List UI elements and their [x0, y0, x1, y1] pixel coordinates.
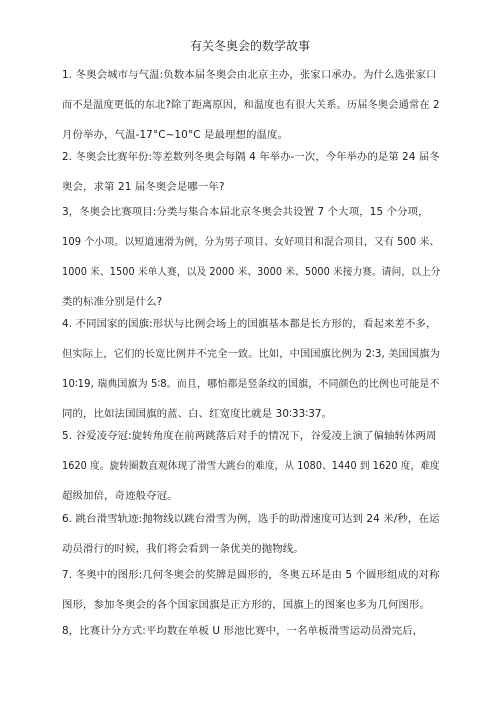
- text-line: 1000 米、1500 米单人赛，以及 2000 米、3000 米、5000 米接力赛。请问，以上分: [62, 266, 441, 278]
- text-line: 6. 跳台滑雪轨迹:抛物线以跳台滑雪为例，选手的助滑速度可达到 24 米/秒，在运: [62, 513, 440, 525]
- text-line: 10∶19, 瑞典国旗为 5∶8。而且，哪怕都是竖条纹的国旗，不同颜色的比例也可能是不: [62, 378, 440, 390]
- paragraph-4: [62, 317, 440, 422]
- text-line: 8，比赛计分方式:平均数在单板 U 形池比赛中，一名单板滑雪运动员滑完后，: [62, 625, 424, 637]
- text-line: 1620 度。旋转圈数直观体现了滑雪大跳台的难度，从 1080、1440 到 1620 度，难度: [62, 460, 440, 472]
- text-line: 但实际上，它们的长宽比例并不完全一致。比如，中国国旗比例为 2∶3, 美国国旗为: [62, 348, 440, 360]
- document-title: 有关冬奥会的数学故事: [189, 39, 310, 53]
- text-line: 类的标准分别是什么?: [62, 296, 163, 308]
- paragraph-6: [62, 512, 440, 557]
- text-line: 5. 谷爱凌夺冠:旋转角度在前两跳落后对手的情况下，谷爱凌上演了偏轴转体两周: [62, 430, 437, 442]
- text-line: 奥会，求第 21 届冬奥会是哪一年?: [62, 181, 225, 193]
- text-line: 4. 不同国家的国旗:形状与比例会场上的国旗基本都是长方形的，看起来差不多，: [62, 318, 437, 330]
- paragraph-3: [62, 205, 440, 310]
- text-line: 超级加倍，奇迹般夺冠。: [62, 490, 178, 502]
- text-line: 同的，比如法国国旗的蓝、白、红宽度比就是 30∶33∶37。: [62, 408, 333, 420]
- text-line: 而不是温度更低的东北?除了距离原因，和温度也有很大关系。历届冬奥会通常在 2: [62, 99, 440, 111]
- paragraph-8: [62, 624, 440, 639]
- text-line: 3，冬奥会比赛项目:分类与集合本届北京冬奥会共设置 7 个大项，15 个分项，: [62, 206, 429, 218]
- text-line: 动员滑行的时候，我们将会看到一条优美的抛物线。: [62, 543, 304, 555]
- text-line: 7. 冬奥中的图形:几何冬奥会的奖牌是圆形的，冬奥五环是由 5 个圆形组成的对称: [62, 569, 440, 581]
- text-line: 图形，参加冬奥会的各个国家国旗是正方形的，国旗上的图案也多为几何图形。: [62, 599, 430, 611]
- text-line: 109 个小项。以短道速滑为例，分为男子项目、女好项目和混合项目，又有 500 米、: [62, 236, 440, 248]
- text-line: 月份举办，气温-17°C~10°C 是最理想的温度。: [62, 129, 289, 141]
- paragraph-2: [62, 150, 440, 195]
- paragraph-7: [62, 568, 440, 613]
- paragraph-1: [62, 68, 440, 143]
- text-line: 2. 冬奥会比赛年份:等差数列冬奥会每隔 4 年举办-一次，今年举办的是第 24 届冬: [62, 151, 440, 163]
- paragraph-5: [62, 429, 440, 504]
- text-line: 1. 冬奥会城市与气温:负数本届冬奥会由北京主办，张家口承办。为什么选张家口: [62, 69, 437, 81]
